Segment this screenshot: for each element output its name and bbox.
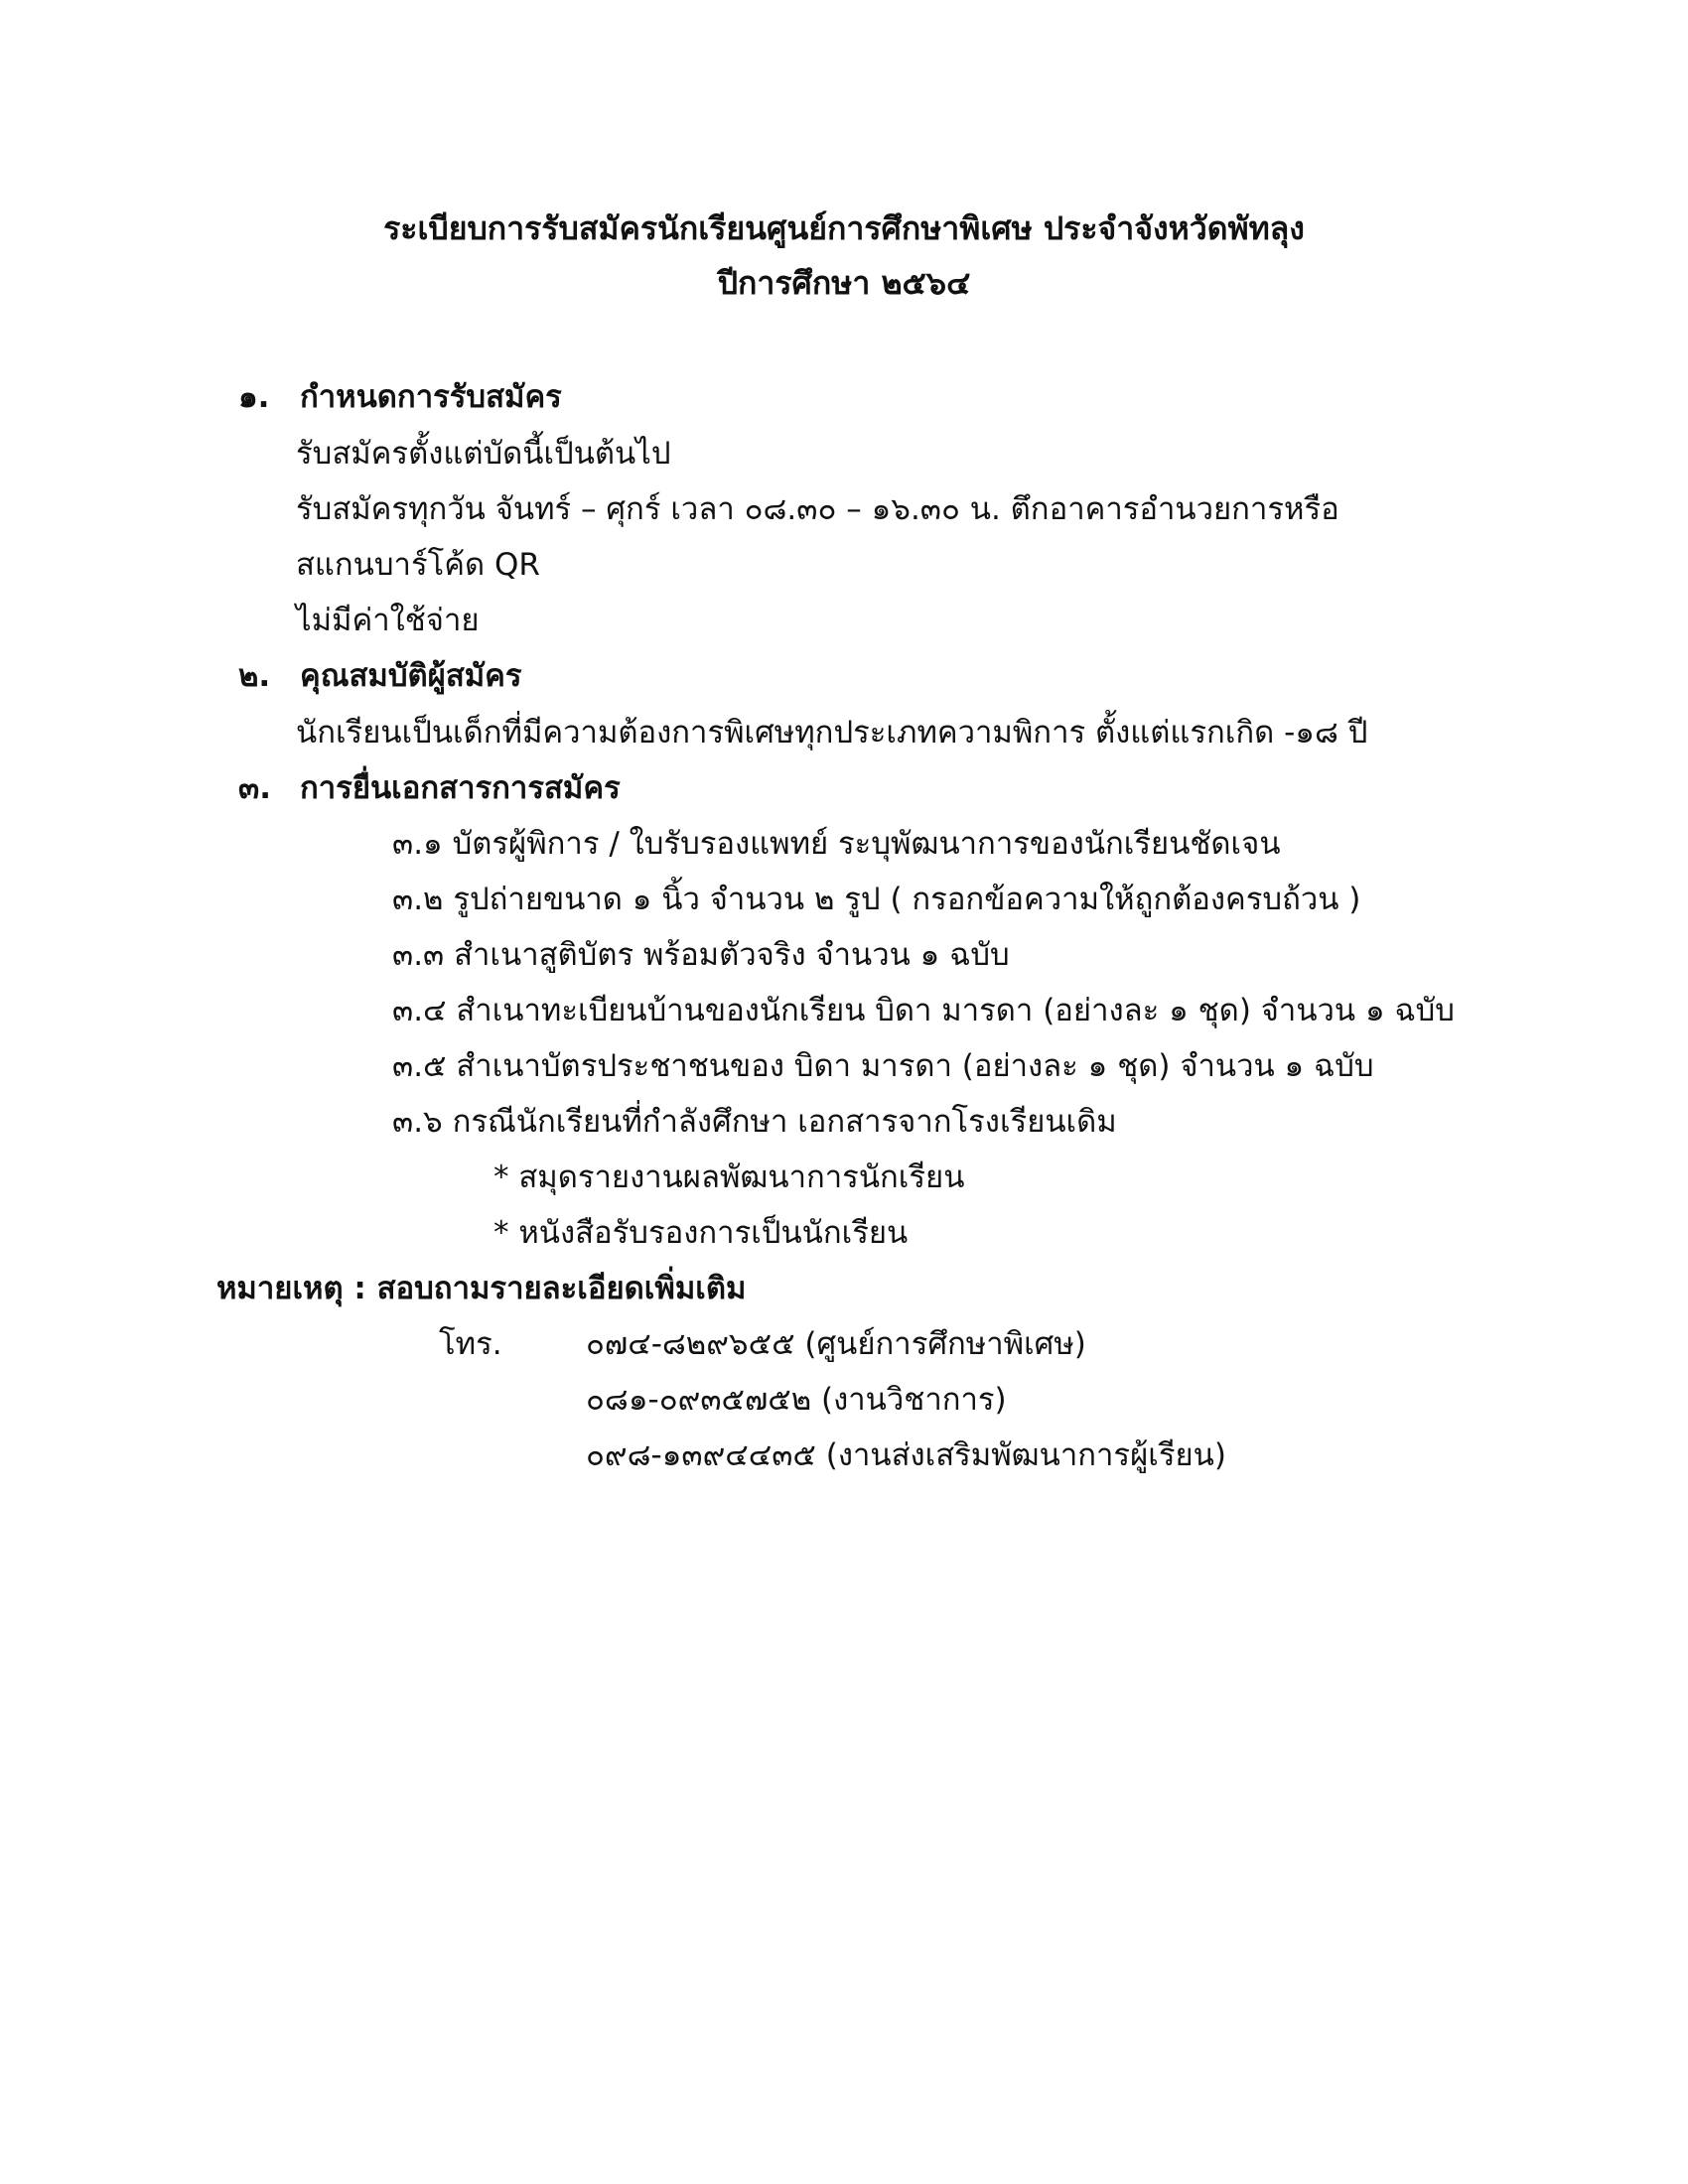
tel-label: โทร.: [439, 1326, 502, 1362]
section-1-title: กำหนดการรับสมัคร: [300, 379, 562, 415]
phone-line-3: ๐๙๘-๑๓๙๔๔๓๕ (งานส่งเสริมพัฒนาการผู้เรียน): [586, 1437, 1226, 1473]
section-3-item-4: ๓.๔ สำเนาทะเบียนบ้านของนักเรียน บิดา มารดา (อย่างละ ๑ ชุด) จำนวน ๑ ฉบับ: [392, 993, 1455, 1028]
phone-line-2: ๐๘๑-๐๙๓๕๗๕๒ (งานวิชาการ): [586, 1382, 1007, 1418]
section-1-line-1: รับสมัครตั้งแต่บัดนี้เป็นต้นไป: [296, 436, 671, 472]
title-line-2: ปีการศึกษา ๒๕๖๔: [717, 264, 971, 302]
section-3-title: การยื่นเอกสารการสมัคร: [300, 770, 621, 806]
section-3-heading: [238, 768, 621, 808]
section-2-number: ๒.: [238, 658, 271, 694]
title-line-1: ระเบียบการรับสมัครนักเรียนศูนย์การศึกษาพิเศษ ประจำจังหวัดพัทลุง: [383, 209, 1305, 247]
section-2-title: คุณสมบัติผู้สมัคร: [300, 658, 522, 694]
section-1-line-4: ไม่มีค่าใช้จ่าย: [296, 603, 480, 638]
section-2-heading: [238, 656, 522, 696]
phone-line-1: ๐๗๔-๘๒๙๖๕๕ (ศูนย์การศึกษาพิเศษ): [586, 1326, 1086, 1362]
section-1-heading: [238, 377, 562, 417]
section-3-subitem-1: * สมุดรายงานผลพัฒนาการนักเรียน: [493, 1160, 965, 1195]
section-2-line-1: นักเรียนเป็นเด็กที่มีความต้องการพิเศษทุกประเภทความพิการ ตั้งแต่แรกเกิด -๑๘ ปี: [296, 715, 1368, 751]
section-3-item-6: ๓.๖ กรณีนักเรียนที่กำลังศึกษา เอกสารจากโรงเรียนเดิม: [392, 1104, 1117, 1140]
section-3-item-2: ๓.๒ รูปถ่ายขนาด ๑ นิ้ว จำนวน ๒ รูป ( กรอกข้อความให้ถูกต้องครบถ้วน ): [392, 882, 1361, 917]
section-3-item-1: ๓.๑ บัตรผู้พิการ / ใบรับรองแพทย์ ระบุพัฒนาการของนักเรียนชัดเจน: [392, 826, 1281, 862]
section-3-item-3: ๓.๓ สำเนาสูติบัตร พร้อมตัวจริง จำนวน ๑ ฉบับ: [392, 937, 1010, 973]
section-1-number: ๑.: [238, 379, 270, 415]
section-1-line-2: รับสมัครทุกวัน จันทร์ – ศุกร์ เวลา ๐๘.๓๐ – ๑๖.๓๐ น. ตึกอาคารอำนวยการหรือ: [296, 491, 1339, 527]
section-1-line-3: สแกนบาร์โค้ด QR: [296, 547, 540, 583]
section-3-subitem-2: * หนังสือรับรองการเป็นนักเรียน: [493, 1215, 909, 1251]
section-3-number: ๓.: [238, 770, 271, 806]
note-heading: หมายเหตุ : สอบถามรายละเอียดเพิ่มเติม: [216, 1271, 747, 1306]
section-3-item-5: ๓.๕ สำเนาบัตรประชาชนของ บิดา มารดา (อย่างละ ๑ ชุด) จำนวน ๑ ฉบับ: [392, 1048, 1374, 1084]
